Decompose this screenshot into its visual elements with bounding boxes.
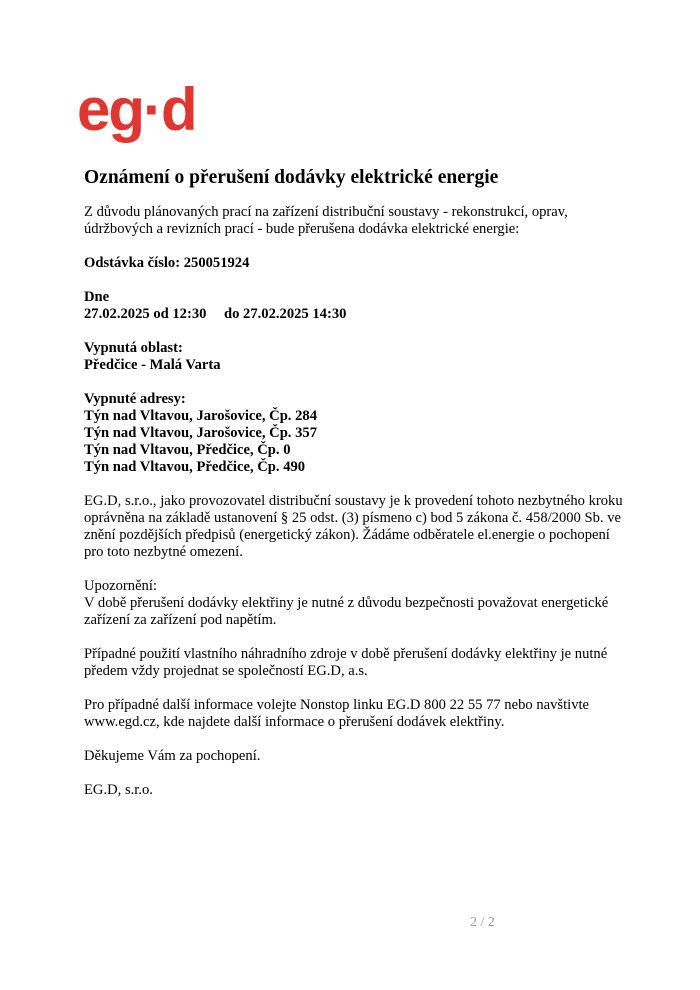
info-paragraph: Pro případné další informace volejte Nonstop linku EG.D 800 22 55 77 nebo navštivte www.egd.cz, kde najdete další informace o přerušení dodávek elektřiny. (84, 697, 590, 730)
date-to: do 27.02.2025 14:30 (224, 306, 347, 322)
thanks-text: Děkujeme Vám za pochopení. (84, 748, 261, 764)
area-value: Předčice - Malá Varta (84, 357, 221, 373)
legal-paragraph: EG.D, s.r.o., jako provozovatel distribuční soustavy je k provedení tohoto nezbytného kroku oprávněna na základě ustanovení § 25 odst. (3) písmeno c) bod 5 zákona č. 458/2000 Sb. ve znění pozdějších předpisů (energetický zákon). Žádáme odběratele el.energie o pochopení pro toto nezbytné omezení. (84, 493, 623, 560)
date-block (84, 289, 624, 323)
egd-logo: eg·d (77, 76, 196, 143)
date-label: Dne (84, 289, 110, 305)
backup-paragraph: Případné použití vlastního náhradního zdroje v době přerušení dodávky elektřiny je nutné předem vždy projednat se společností EG.D, a.s. (84, 646, 608, 679)
warning-text: V době přerušení dodávky elektřiny je nutné z důvodu bezpečnosti považovat energetické zařízení za zařízení pod napětím. (84, 595, 609, 628)
area-block (84, 340, 624, 374)
warning-label: Upozornění: (84, 578, 157, 594)
address-item: Týn nad Vltavou, Předčice, Čp. 0 (84, 442, 291, 458)
addresses-label: Vypnuté adresy: (84, 391, 186, 407)
page-number: 2 / 2 (470, 915, 495, 930)
warning-block (84, 578, 624, 629)
intro-paragraph: Z důvodu plánovaných prací na zařízení distribuční soustavy - rekonstrukcí, oprav, údržbových a revizních prací - bude přerušena dodávka elektrické energie: (84, 204, 568, 237)
area-label: Vypnutá oblast: (84, 340, 183, 356)
address-item: Týn nad Vltavou, Předčice, Čp. 490 (84, 459, 306, 475)
date-range (84, 306, 624, 323)
address-item: Týn nad Vltavou, Jarošovice, Čp. 357 (84, 425, 317, 441)
address-item: Týn nad Vltavou, Jarošovice, Čp. 284 (84, 408, 317, 424)
outage-number: Odstávka číslo: 250051924 (84, 255, 250, 271)
notice-title: Oznámení o přerušení dodávky elektrické energie (84, 167, 499, 188)
date-from: 27.02.2025 od 12:30 (84, 306, 207, 322)
signature: EG.D, s.r.o. (84, 782, 153, 798)
addresses-block (84, 391, 624, 476)
notice-body (84, 166, 624, 816)
